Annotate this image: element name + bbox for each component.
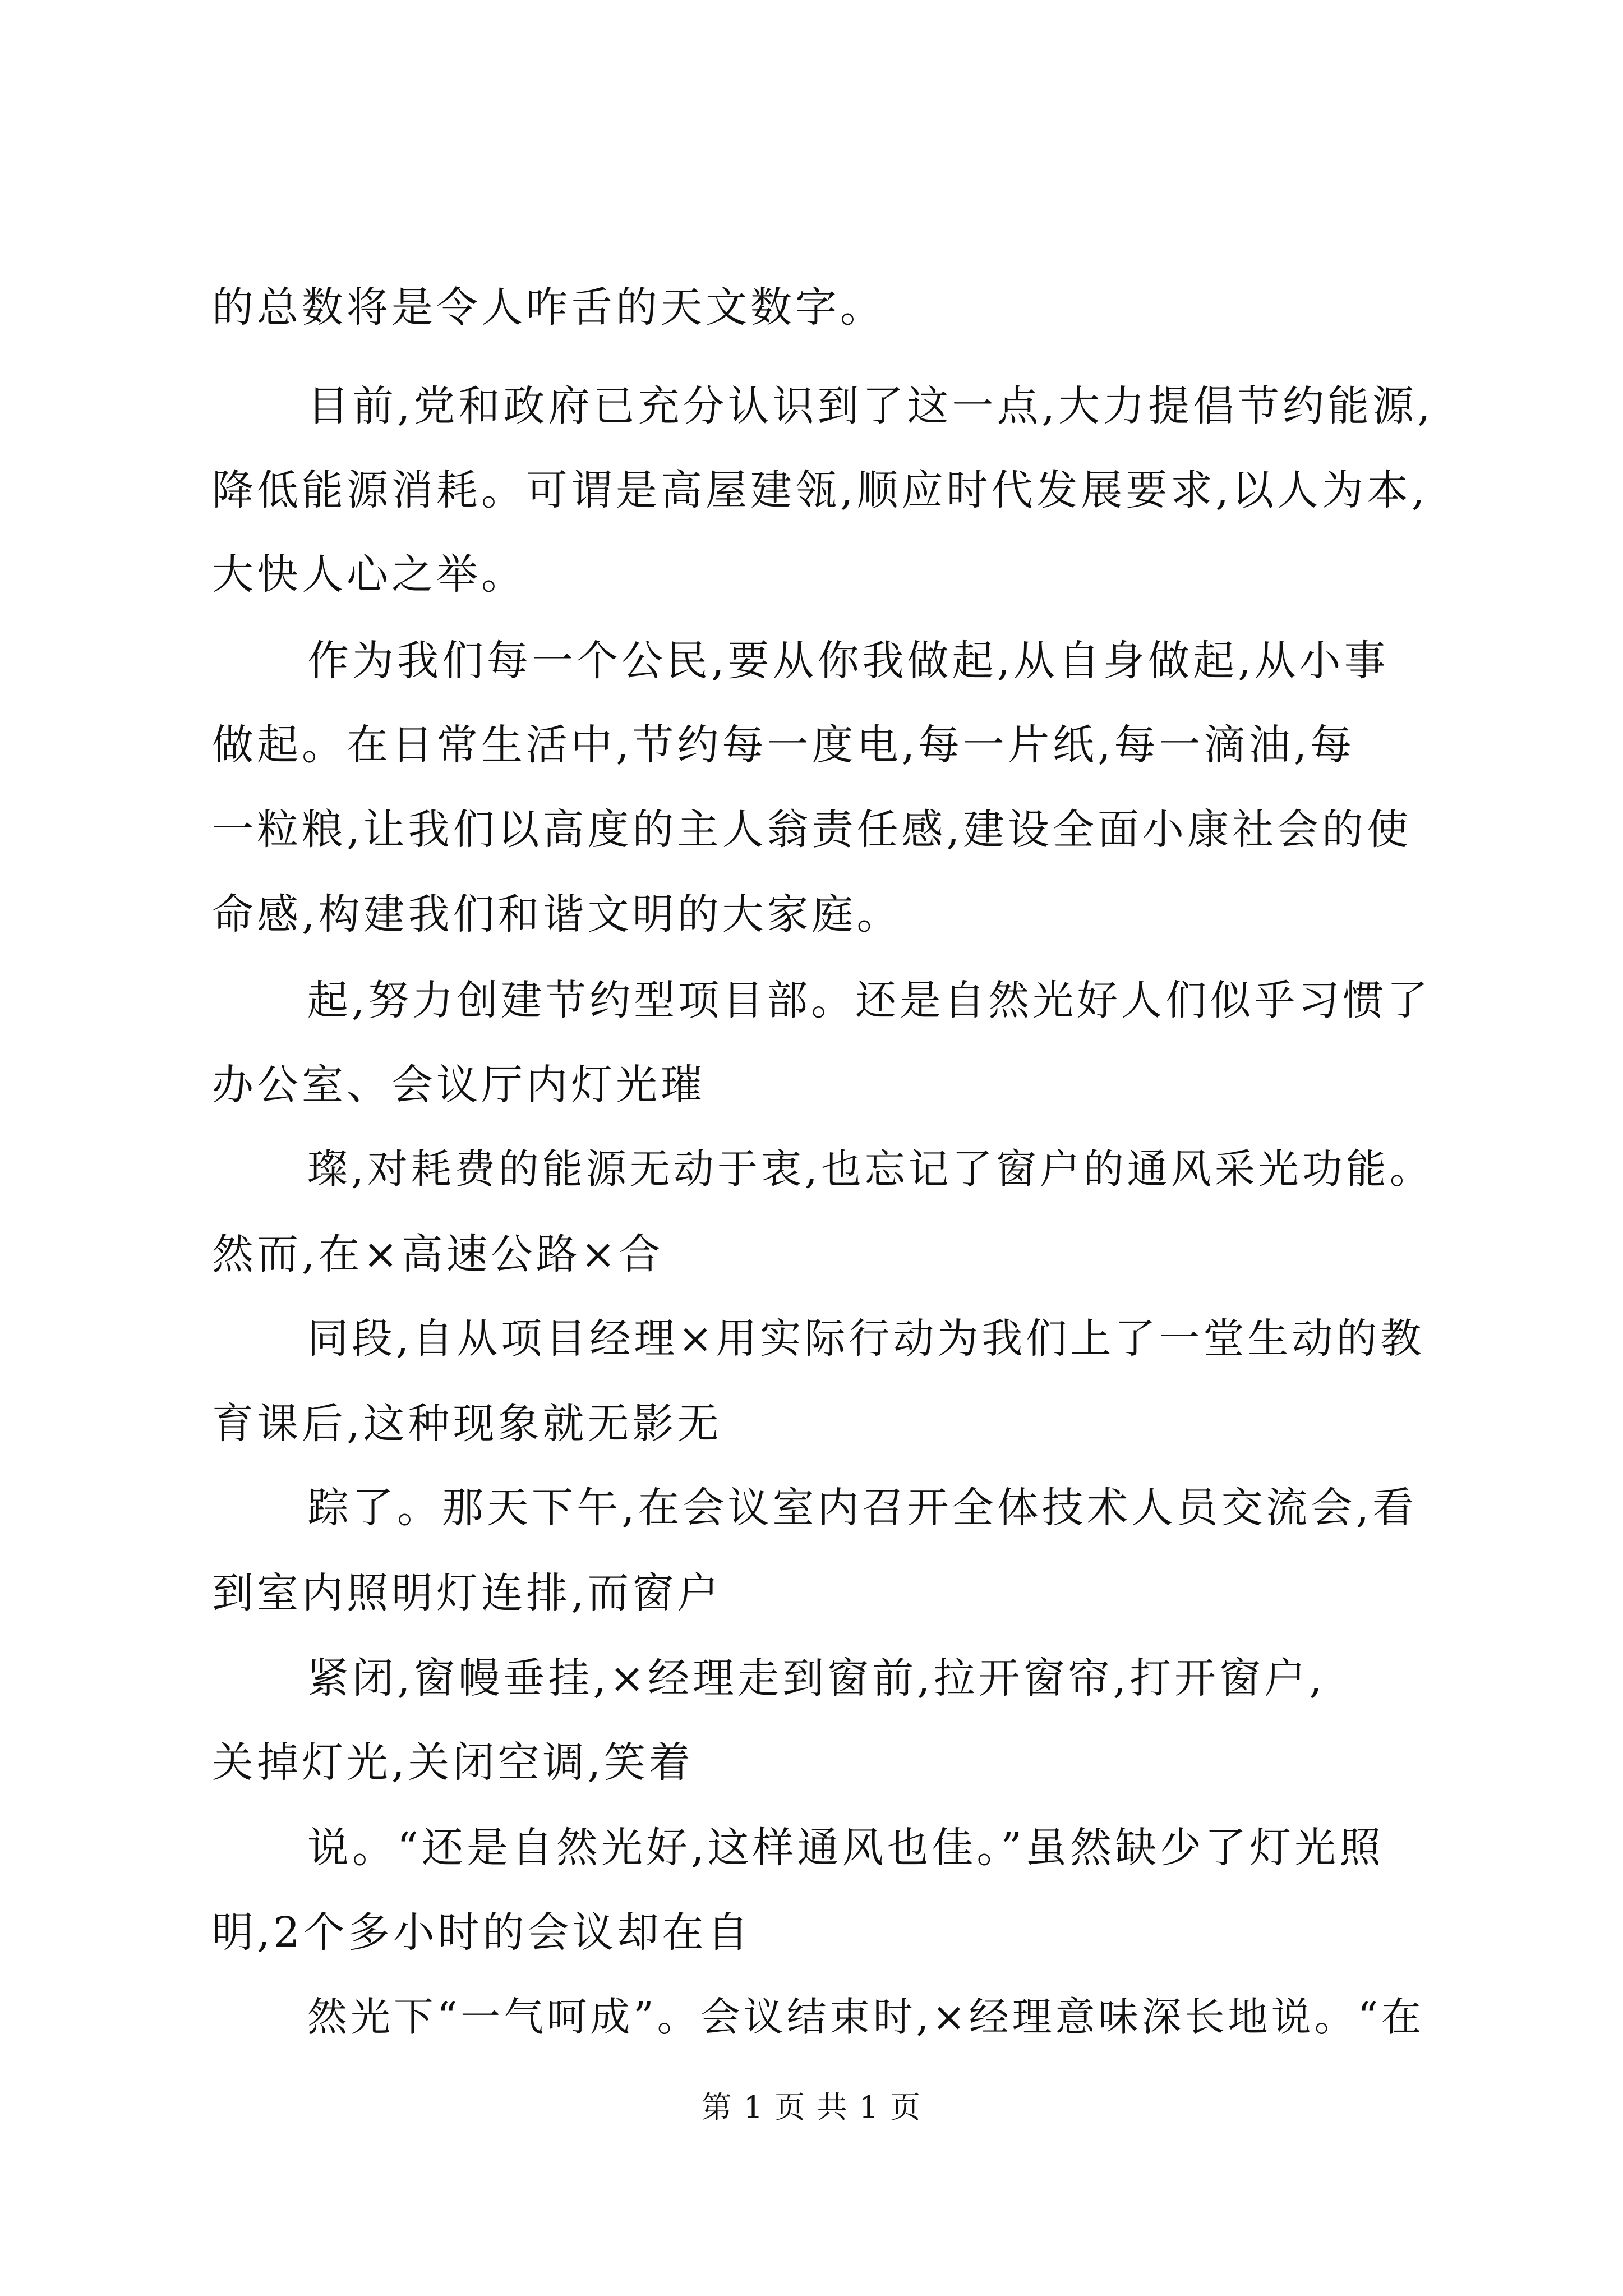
- text-line: 育课后,这种现象就无影无: [212, 1400, 722, 1448]
- text-line: 紧闭,窗幔垂挂,×经理走到窗前,拉开窗帘,打开窗户,: [307, 1654, 1326, 1703]
- text-line: 做起。在日常生活中,节约每一度电,每一片纸,每一滴油,每: [212, 721, 1355, 769]
- text-line: 明,2个多小时的会议却在自: [212, 1908, 752, 1957]
- text-line: 然光下“一气呵成”。会议结束时,×经理意味深长地说。“在: [307, 1994, 1424, 2040]
- text-line: 到室内照明灯连排,而窗户: [212, 1569, 722, 1617]
- page-number-label: 第 1 页 共 1 页: [701, 2090, 922, 2125]
- text-line: 然而,在×高速公路×合: [212, 1230, 664, 1278]
- text-line: 目前,党和政府已充分认识到了这一点,大力提倡节约能源,: [307, 382, 1434, 430]
- page-footer: [0, 2088, 1623, 2127]
- text-line: 命感,构建我们和谐文明的大家庭。: [212, 890, 902, 938]
- text-line: 大快人心之举。: [212, 550, 526, 599]
- text-line: 同段,自从项目经理×用实际行动为我们上了一堂生动的教: [307, 1315, 1425, 1363]
- text-line: 作为我们每一个公民,要从你我做起,从自身做起,从小事: [307, 637, 1389, 685]
- text-line: 一粒粮,让我们以高度的主人翁责任感,建设全面小康社会的使: [212, 806, 1412, 854]
- text-line: 办公室、会议厅内灯光璀: [212, 1061, 706, 1109]
- text-line: 的总数将是令人咋舌的天文数字。: [212, 283, 885, 332]
- text-line: 关掉灯光,关闭空调,笑着: [212, 1738, 694, 1787]
- text-line: 璨,对耗费的能源无动于衷,也忘记了窗户的通风采光功能。: [307, 1145, 1433, 1193]
- text-line: 踪了。那天下午,在会议室内召开全体技术人员交流会,看: [307, 1484, 1418, 1532]
- text-line: 说。“还是自然光好,这样通风也佳。”虽然缺少了灯光照: [307, 1824, 1385, 1872]
- text-line: 起,努力创建节约型项目部。还是自然光好人们似乎习惯了: [307, 977, 1432, 1024]
- text-line: 降低能源消耗。可谓是高屋建瓴,顺应时代发展要求,以人为本,: [212, 466, 1428, 514]
